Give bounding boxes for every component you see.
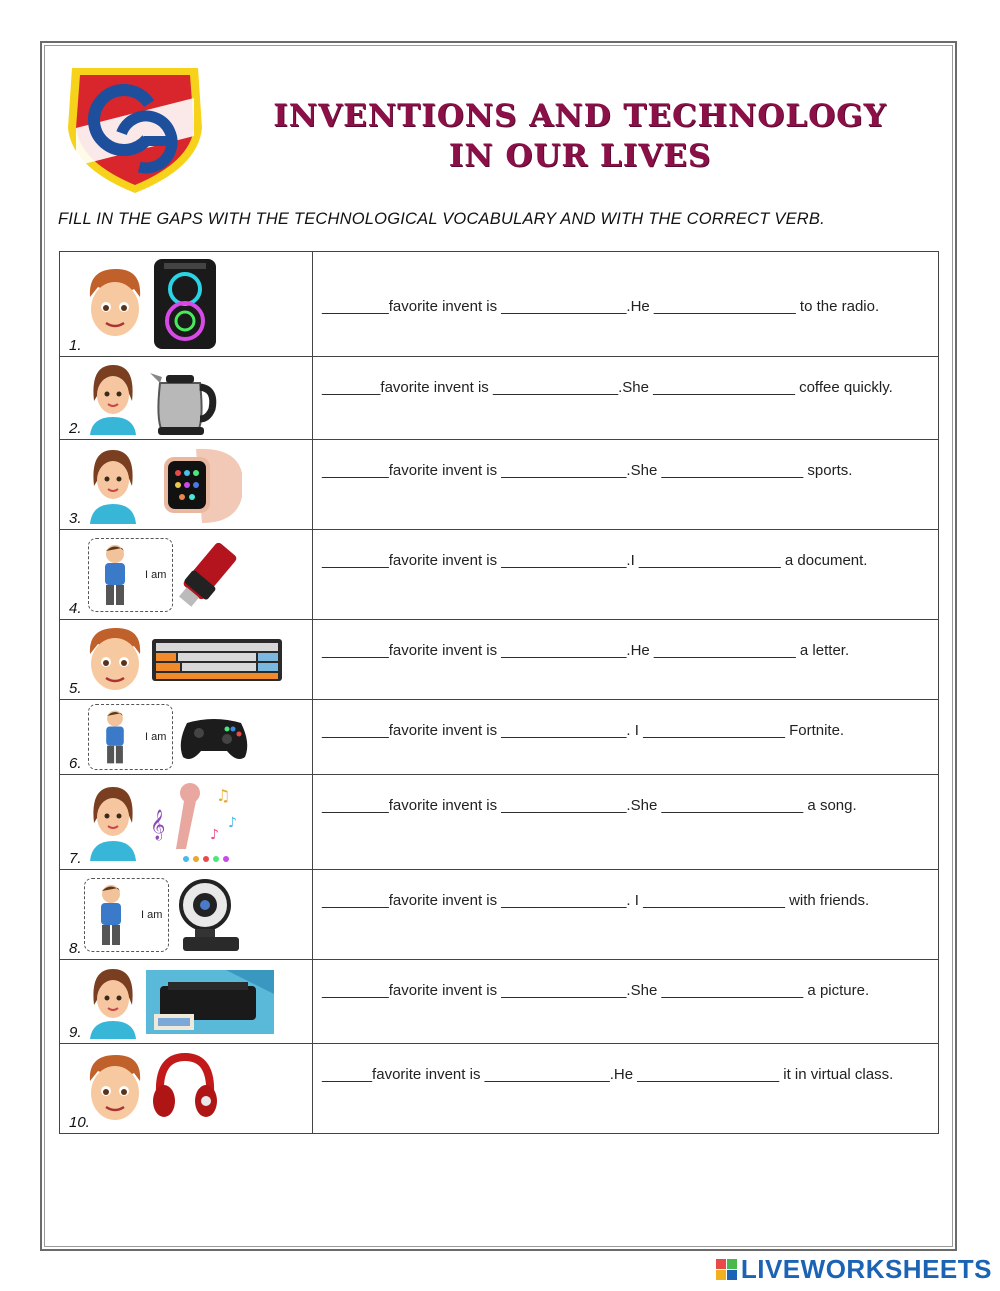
sentence-text: ________favorite invent is _______________.She _________________ a picture. xyxy=(322,982,870,999)
picture-cell xyxy=(60,357,313,440)
table-row xyxy=(60,960,939,1044)
picture-cell xyxy=(60,440,313,530)
keyboard-icon xyxy=(150,635,284,685)
headphones-icon xyxy=(150,1051,220,1127)
brand-blocks-icon xyxy=(716,1259,737,1280)
worksheet-title xyxy=(260,96,900,176)
sentence-cell[interactable] xyxy=(313,530,939,620)
table-row xyxy=(60,870,939,960)
sentence-cell[interactable] xyxy=(313,1044,939,1134)
sentence-cell[interactable] xyxy=(313,870,939,960)
girl-avatar-icon xyxy=(84,446,142,524)
sentence-cell[interactable] xyxy=(313,960,939,1044)
svg-text:♪: ♪ xyxy=(228,815,237,831)
svg-text:♪: ♪ xyxy=(210,827,219,843)
sentence-text: ________favorite invent is _______________.She _________________ a song. xyxy=(322,797,857,814)
table-row xyxy=(60,1044,939,1134)
boy-avatar-icon xyxy=(84,265,146,343)
smartwatch-icon xyxy=(146,443,246,527)
table-row xyxy=(60,620,939,700)
electric-kettle-icon xyxy=(146,359,218,437)
school-shield-logo xyxy=(60,58,210,198)
sentence-text: ________favorite invent is _______________. I _________________ Fortnite. xyxy=(322,722,845,739)
picture-cell xyxy=(60,870,313,960)
svg-text:♫: ♫ xyxy=(216,786,231,805)
bubble-text: I am xyxy=(141,908,163,921)
item-number: 10. xyxy=(69,1114,90,1131)
title-line-1: INVENTIONS AND TECHNOLOGY xyxy=(273,98,887,134)
picture-cell xyxy=(60,530,313,620)
item-number: 9. xyxy=(69,1024,82,1041)
sentence-text: ________favorite invent is _______________.He _________________ to the radio. xyxy=(322,298,880,315)
item-number: 1. xyxy=(69,337,82,354)
picture-cell xyxy=(60,1044,313,1134)
table-row xyxy=(60,440,939,530)
item-number: 7. xyxy=(69,850,82,867)
sentence-text: _______favorite invent is _______________.She _________________ coffee quickly. xyxy=(322,379,893,396)
sentence-cell[interactable] xyxy=(313,775,939,870)
table-row xyxy=(60,530,939,620)
sentence-text: ________favorite invent is _______________.I _________________ a document. xyxy=(322,552,868,569)
table-row xyxy=(60,700,939,775)
table-row xyxy=(60,357,939,440)
girl-avatar-icon xyxy=(84,783,142,861)
girl-avatar-icon xyxy=(84,361,142,435)
speech-bubble xyxy=(88,704,173,770)
sentence-cell[interactable] xyxy=(313,700,939,775)
instructions: FILL IN THE GAPS WITH THE TECHNOLOGICAL VOCABULARY AND WITH THE CORRECT VERB. xyxy=(58,210,825,228)
picture-cell xyxy=(60,700,313,775)
sentence-text: ________favorite invent is _______________.He _________________ a letter. xyxy=(322,642,850,659)
karaoke-microphone-icon xyxy=(146,779,256,865)
title-line-2: IN OUR LIVES xyxy=(448,138,712,174)
boy-avatar-icon xyxy=(84,1051,146,1127)
usb-flash-drive-icon xyxy=(177,533,247,617)
item-number: 5. xyxy=(69,680,82,697)
boy-figure-icon xyxy=(95,708,135,766)
picture-cell xyxy=(60,252,313,357)
sentence-cell[interactable] xyxy=(313,357,939,440)
sentence-cell[interactable] xyxy=(313,440,939,530)
girl-avatar-icon xyxy=(84,965,142,1039)
boy-avatar-icon xyxy=(84,624,146,696)
svg-text:𝄞: 𝄞 xyxy=(150,810,166,840)
item-number: 6. xyxy=(69,755,82,772)
sentence-cell[interactable] xyxy=(313,620,939,700)
table-row xyxy=(60,775,939,870)
boy-figure-icon xyxy=(91,882,131,948)
item-number: 8. xyxy=(69,940,82,957)
picture-cell xyxy=(60,620,313,700)
sentence-text: ______favorite invent is _______________.He _________________ it in virtual class. xyxy=(322,1066,894,1083)
sentence-text: ________favorite invent is _______________. I _________________ with friends. xyxy=(322,892,870,909)
brand-name: LIVEWORKSHEETS xyxy=(740,1254,992,1284)
item-number: 4. xyxy=(69,600,82,617)
party-speaker-icon xyxy=(150,255,220,353)
speech-bubble xyxy=(88,538,173,612)
picture-cell xyxy=(60,775,313,870)
exercise-table xyxy=(59,251,939,1134)
bubble-text: I am xyxy=(145,568,167,581)
item-number: 2. xyxy=(69,420,82,437)
sentence-cell[interactable] xyxy=(313,252,939,357)
item-number: 3. xyxy=(69,510,82,527)
picture-cell xyxy=(60,960,313,1044)
liveworksheets-logo xyxy=(716,1254,992,1285)
sentence-text: ________favorite invent is _______________.She _________________ sports. xyxy=(322,462,853,479)
bubble-text: I am xyxy=(145,731,167,743)
speech-bubble xyxy=(84,878,169,952)
game-controller-icon xyxy=(177,709,251,765)
printer-icon xyxy=(146,970,274,1034)
boy-figure-icon xyxy=(95,542,135,608)
webcam-icon xyxy=(173,875,243,955)
table-row xyxy=(60,252,939,357)
